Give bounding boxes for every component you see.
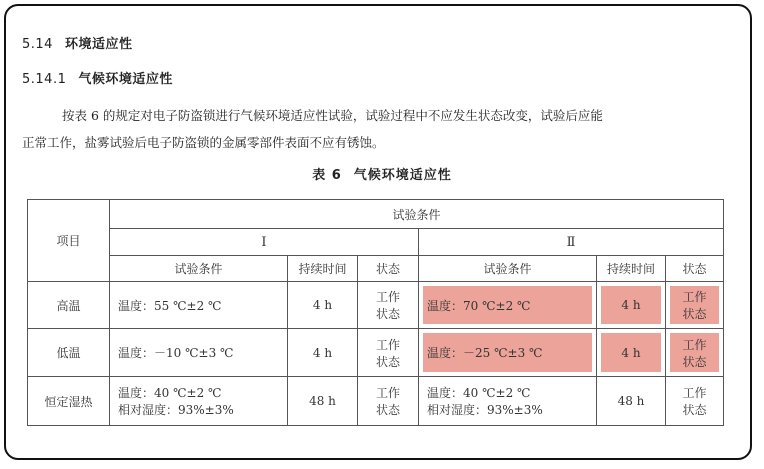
state-line: 状态 bbox=[375, 354, 400, 369]
header-group-2: Ⅱ bbox=[419, 229, 724, 256]
section-heading bbox=[22, 33, 132, 52]
g1-state-cell bbox=[358, 282, 419, 329]
g1-condition-cell: 温度：55 ℃±2 ℃ bbox=[110, 282, 288, 329]
g2-state-cell-highlighted bbox=[666, 282, 724, 329]
table-caption-title: 气候环境适应性 bbox=[353, 168, 452, 183]
table-row bbox=[28, 329, 724, 377]
table-row bbox=[28, 282, 724, 329]
row-item: 低温 bbox=[28, 329, 110, 377]
g1-condition-cell bbox=[110, 377, 288, 426]
state-line: 状态 bbox=[682, 354, 707, 369]
g2-state-cell-highlighted bbox=[666, 329, 724, 377]
subheader-g1-state: 状态 bbox=[358, 256, 419, 282]
state-line: 工作 bbox=[682, 337, 707, 352]
condition-line: 温度：40 ℃±2 ℃ bbox=[118, 386, 222, 400]
header-group-1: Ⅰ bbox=[110, 229, 419, 256]
table-caption-number: 表 6 bbox=[312, 168, 342, 183]
g1-duration-cell: 48 h bbox=[288, 377, 358, 426]
g1-state-cell bbox=[358, 377, 419, 426]
state-line: 工作 bbox=[375, 337, 400, 352]
g1-duration-cell: 4 h bbox=[288, 329, 358, 377]
subheader-g1-condition: 试验条件 bbox=[110, 256, 288, 282]
state-line: 工作 bbox=[682, 386, 707, 400]
g2-duration-cell-highlighted: 4 h bbox=[597, 282, 666, 329]
g1-condition-cell: 温度：－10 ℃±3 ℃ bbox=[110, 329, 288, 377]
subsection-heading bbox=[22, 68, 173, 87]
section-title: 环境适应性 bbox=[64, 37, 133, 52]
condition-line: 相对湿度：93%±3% bbox=[427, 403, 543, 417]
g2-condition-cell bbox=[419, 377, 597, 426]
subheader-g2-state: 状态 bbox=[666, 256, 724, 282]
subheader-g1-duration: 持续时间 bbox=[288, 256, 358, 282]
paragraph-line-1: 按表 6 的规定对电子防盗锁进行气候环境适应性试验，试验过程中不应发生状态改变，试验后应能 bbox=[62, 108, 603, 123]
state-line: 工作 bbox=[682, 290, 707, 304]
subheader-g2-condition: 试验条件 bbox=[419, 256, 597, 282]
g2-duration-cell-highlighted: 4 h bbox=[597, 329, 666, 377]
paragraph-line-2: 正常工作，盐雾试验后电子防盗锁的金属零部件表面不应有锈蚀。 bbox=[22, 135, 385, 150]
g1-duration-cell: 4 h bbox=[288, 282, 358, 329]
g2-state-cell bbox=[666, 377, 724, 426]
section-number: 5.14 bbox=[22, 37, 53, 52]
state-line: 工作 bbox=[375, 386, 400, 400]
header-item: 项目 bbox=[28, 200, 110, 282]
subsection-number: 5.14.1 bbox=[22, 72, 67, 87]
g2-duration-cell: 48 h bbox=[597, 377, 666, 426]
g1-state-cell bbox=[358, 329, 419, 377]
table-row bbox=[28, 377, 724, 426]
header-test-conditions: 试验条件 bbox=[110, 200, 724, 229]
state-line: 状态 bbox=[682, 403, 707, 417]
subsection-title: 气候环境适应性 bbox=[78, 72, 173, 87]
condition-line: 相对湿度：93%±3% bbox=[118, 403, 234, 417]
body-paragraph bbox=[22, 102, 734, 156]
state-line: 状态 bbox=[375, 307, 400, 321]
row-item: 恒定湿热 bbox=[28, 377, 110, 426]
state-line: 工作 bbox=[375, 290, 400, 304]
row-item: 高温 bbox=[28, 282, 110, 329]
table-caption bbox=[0, 164, 764, 183]
state-line: 状态 bbox=[375, 403, 400, 417]
condition-line: 温度：40 ℃±2 ℃ bbox=[427, 386, 531, 400]
climate-adaptability-table bbox=[27, 199, 724, 426]
subheader-g2-duration: 持续时间 bbox=[597, 256, 666, 282]
state-line: 状态 bbox=[682, 307, 707, 321]
g2-condition-cell-highlighted: 温度：－25 ℃±3 ℃ bbox=[419, 329, 597, 377]
g2-condition-cell-highlighted: 温度：70 ℃±2 ℃ bbox=[419, 282, 597, 329]
